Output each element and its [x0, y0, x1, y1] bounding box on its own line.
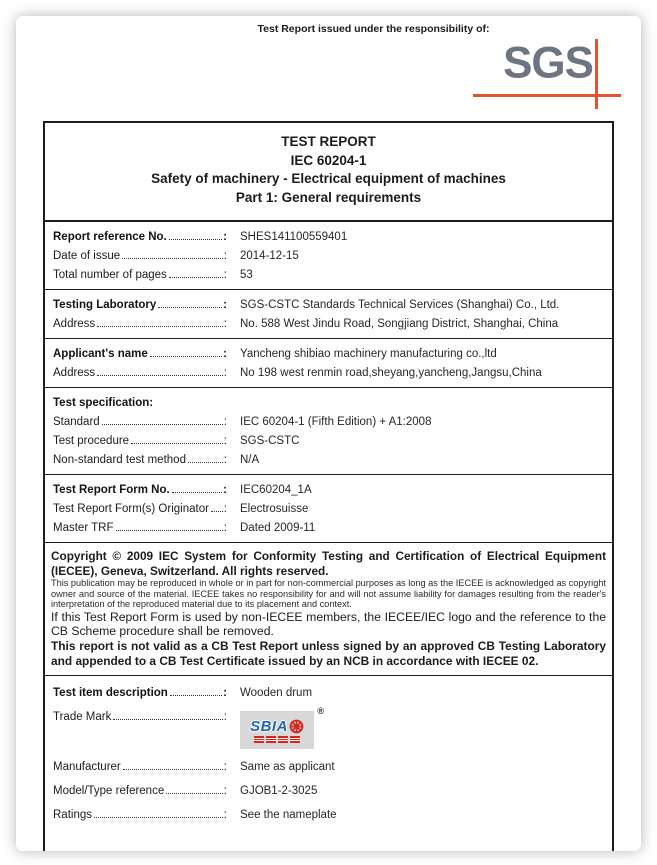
field-label-text: Applicant's name — [53, 347, 148, 360]
field-label — [53, 231, 227, 243]
field-row-test-procedure — [51, 431, 606, 450]
group-test-report-form — [45, 475, 612, 543]
sgs-logo-vertical-line-icon — [595, 39, 598, 109]
field-row-test-item-description — [51, 681, 606, 705]
field-label — [53, 435, 227, 447]
trademark-block — [290, 736, 300, 743]
test-specification-heading: Test specification: — [53, 396, 154, 409]
dotted-leader — [116, 530, 223, 531]
dotted-leader — [169, 239, 222, 240]
field-label-text: Test procedure — [53, 434, 130, 447]
field-row-applicant-address — [51, 363, 606, 382]
field-row-trade-mark — [51, 705, 606, 755]
field-label-text: Report reference No. — [53, 230, 167, 243]
field-value: No 198 west renmin road,sheyang,yancheng,Jangsu,China — [240, 366, 542, 379]
field-label — [53, 785, 227, 797]
field-row-form-originator — [51, 499, 606, 518]
field-label — [53, 269, 227, 281]
field-row-form-no — [51, 480, 606, 499]
trademark-logo-top — [250, 718, 304, 735]
sgs-logo — [16, 35, 641, 121]
field-label — [53, 250, 227, 262]
dotted-leader — [169, 277, 223, 278]
trademark-logo — [240, 706, 324, 749]
field-row-ratings — [51, 803, 606, 827]
dotted-leader — [150, 356, 222, 357]
dotted-leader — [97, 326, 223, 327]
copyright-reproduction-note: This publication may be reproduced in whole or in part for non-commercial purposes as long as the IECEE is acknowledged as copyright owner and source of the material. IECEE takes no responsibility for and will not assume liability for damages resulting from the reader's interpretation of the reproduced material due to its placement and context. — [51, 578, 606, 610]
registered-trademark-icon: ® — [317, 706, 324, 717]
report-title: TEST REPORT — [281, 134, 376, 149]
field-value: IEC60204_1A — [240, 483, 312, 496]
field-label — [53, 484, 227, 496]
field-row-applicant-name — [51, 344, 606, 363]
dotted-leader — [188, 462, 223, 463]
field-label — [53, 761, 227, 773]
group-copyright — [45, 543, 612, 676]
field-row-model-type — [51, 779, 606, 803]
field-value: Electrosuisse — [240, 502, 309, 515]
dotted-leader — [122, 258, 223, 259]
field-label-text: Address — [53, 317, 96, 330]
field-label — [53, 687, 227, 699]
dotted-leader — [131, 443, 223, 444]
field-value: Wooden drum — [240, 687, 313, 700]
field-label — [53, 416, 227, 428]
field-value: Yancheng shibiao machinery manufacturing co.,ltd — [240, 347, 497, 360]
copyright-members-note: If this Test Report Form is used by non-IECEE members, the IECEE/IEC logo and the reference to the CB Scheme procedure shall be removed. — [51, 609, 606, 639]
group-testing-laboratory — [45, 290, 612, 339]
copyright-validity-note: This report is not valid as a CB Test Report unless signed by an approved CB Testing Laboratory and appended to a CB Test Certificate issued by an NCB in accordance with IECEE 02. — [51, 638, 606, 668]
report-standard-part: Part 1: General requirements — [235, 189, 422, 205]
field-label-text: Master TRF — [53, 521, 114, 534]
field-value: Same as applicant — [240, 761, 335, 774]
field-label-text: Address — [53, 366, 96, 379]
field-label-text: Standard — [53, 415, 100, 428]
trademark-value — [240, 706, 324, 749]
group-applicant — [45, 339, 612, 388]
field-value: GJOB1-2-3025 — [240, 785, 318, 798]
field-value: No. 588 West Jindu Road, Songjiang District, Shanghai, China — [240, 317, 559, 330]
report-standard-number: IEC 60204-1 — [290, 152, 367, 168]
group-report-reference — [45, 222, 612, 290]
field-label — [53, 503, 227, 515]
copyright-intro: Copyright © 2009 IEC System for Conformity Testing and Certification of Electrical Equipment (IECEE), Geneva, Switzerland. All rights reserved. — [51, 549, 606, 578]
field-label-text: Date of issue — [53, 249, 121, 262]
field-value: N/A — [240, 453, 260, 466]
wheel-icon — [289, 719, 304, 734]
issued-under-text: Test Report issued under the responsibility of: — [257, 23, 490, 35]
field-row-non-standard-method — [51, 450, 606, 469]
trademark-block — [278, 736, 288, 743]
dotted-leader — [170, 695, 222, 696]
field-row-report-reference — [51, 227, 606, 246]
dotted-leader — [123, 769, 223, 770]
field-label-text: Non-standard test method — [53, 453, 186, 466]
field-value: See the nameplate — [240, 809, 337, 822]
report-standard-name: Safety of machinery - Electrical equipment of machines — [151, 171, 506, 186]
field-label — [53, 318, 227, 330]
field-label — [53, 299, 227, 311]
field-label-text: Ratings — [53, 809, 92, 822]
field-label-text: Model/Type reference — [53, 785, 165, 798]
field-row-testing-laboratory — [51, 295, 606, 314]
dotted-leader — [94, 817, 223, 818]
trademark-character-blocks — [254, 736, 300, 743]
field-row-lab-address — [51, 314, 606, 333]
trademark-block — [254, 736, 264, 743]
field-label — [53, 454, 227, 466]
field-label-text: Testing Laboratory — [53, 298, 157, 311]
report-title-block — [45, 123, 612, 222]
field-value: SGS-CSTC Standards Technical Services (Shanghai) Co., Ltd. — [240, 298, 560, 311]
field-label-text: Manufacturer — [53, 761, 121, 774]
dotted-leader — [211, 511, 223, 512]
dotted-leader — [172, 492, 222, 493]
dotted-leader — [102, 424, 223, 425]
field-label-text: Test item description — [53, 687, 168, 700]
trademark-brand-text: SBIA — [250, 717, 288, 735]
field-value: 53 — [240, 268, 253, 281]
field-value: SGS-CSTC — [240, 434, 300, 447]
test-report-table — [43, 121, 614, 851]
field-label-text: Total number of pages — [53, 268, 167, 281]
field-value: 2014-12-15 — [240, 249, 299, 262]
dotted-leader — [97, 375, 223, 376]
trademark-block — [266, 736, 276, 743]
field-label — [53, 809, 227, 821]
report-page — [16, 16, 641, 851]
field-label — [53, 348, 227, 360]
field-label — [53, 711, 227, 723]
field-row-manufacturer — [51, 755, 606, 779]
group-test-item — [45, 676, 612, 832]
group-test-specification — [45, 388, 612, 475]
field-label — [53, 367, 227, 379]
field-value: Dated 2009-11 — [240, 521, 316, 534]
dotted-leader — [166, 793, 223, 794]
sgs-logo-text: SGS — [503, 37, 593, 88]
field-label-text: Test Report Form No. — [53, 483, 170, 496]
field-row-date-of-issue — [51, 246, 606, 265]
field-label — [53, 522, 227, 534]
dotted-leader — [113, 719, 222, 720]
field-value: IEC 60204-1 (Fifth Edition) + A1:2008 — [240, 415, 432, 428]
field-label-text: Trade Mark — [53, 711, 112, 724]
field-row-total-pages — [51, 265, 606, 284]
field-row-master-trf — [51, 518, 606, 537]
dotted-leader — [158, 307, 222, 308]
field-row-standard — [51, 412, 606, 431]
sgs-logo-horizontal-line-icon — [473, 94, 621, 97]
field-label-text: Test Report Form(s) Originator — [53, 502, 209, 515]
field-value: SHES141100559401 — [240, 230, 348, 243]
